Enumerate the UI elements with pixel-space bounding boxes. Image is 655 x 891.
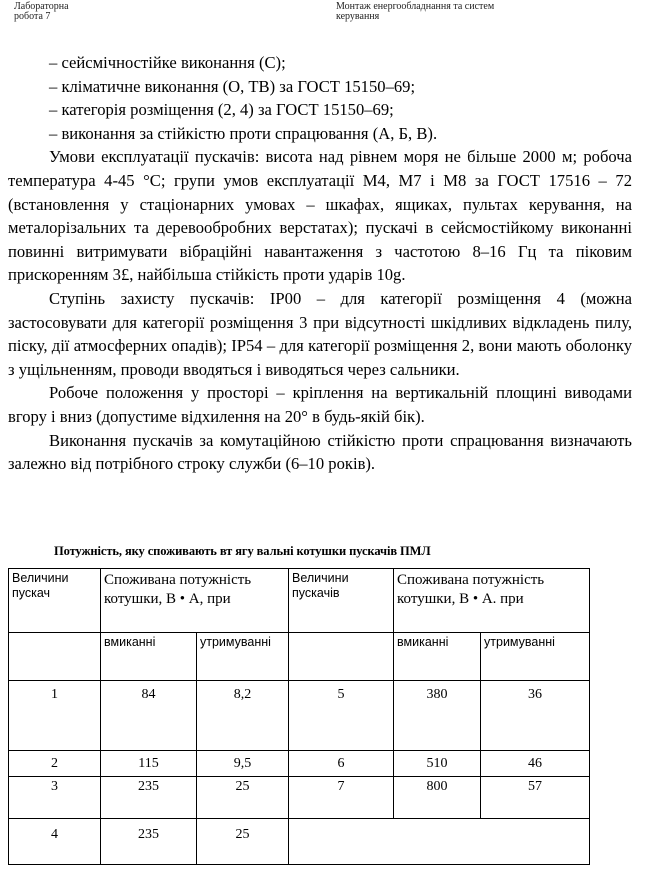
cell-hold-right: 36 bbox=[481, 681, 590, 751]
cell-on-right: 800 bbox=[394, 777, 481, 819]
header-right-line-2: керування bbox=[336, 11, 380, 22]
cell-on-left: 235 bbox=[101, 777, 197, 819]
subheader-on-right: вмиканні bbox=[394, 633, 481, 681]
cell-size-left: 4 bbox=[9, 819, 101, 865]
list-item: – сейсмічностійке виконання (С); bbox=[49, 53, 286, 72]
body-text bbox=[8, 51, 632, 476]
cell-on-left: 235 bbox=[101, 819, 197, 865]
header-right-line-1: Монтаж енергообладнання та систем bbox=[336, 1, 495, 12]
cell-size-left: 1 bbox=[9, 681, 101, 751]
list-item: – кліматичне виконання (О, ТВ) за ГОСТ 15150–69; bbox=[49, 76, 416, 96]
cell-on-right: 510 bbox=[394, 751, 481, 777]
cell-on-left: 84 bbox=[101, 681, 197, 751]
table-row bbox=[9, 681, 590, 751]
cell-size-right: 5 bbox=[289, 681, 394, 751]
table-header-row bbox=[9, 569, 590, 633]
paragraph-switching-durability: Виконання пускачів за комутаційною стійкістю проти спрацювання визначають залежно від потрібного строку служби (6–10 років). bbox=[8, 430, 632, 474]
cell-hold-left: 9,5 bbox=[197, 751, 289, 777]
page-header-left bbox=[14, 2, 69, 22]
subheader-on-left: вмиканні bbox=[101, 633, 197, 681]
spec-list bbox=[8, 51, 632, 145]
cell-size-right: 6 bbox=[289, 751, 394, 777]
cell-hold-left: 8,2 bbox=[197, 681, 289, 751]
cell-hold-right: 46 bbox=[481, 751, 590, 777]
table-row bbox=[9, 751, 590, 777]
header-power-right: Споживана потужність котушки, В • А. при bbox=[394, 569, 590, 633]
cell-size-left: 3 bbox=[9, 777, 101, 819]
list-item: – виконання за стійкістю проти спрацювання (А, Б, В). bbox=[49, 123, 438, 143]
subheader-hold-left: утримуванні bbox=[197, 633, 289, 681]
empty-cell bbox=[289, 819, 590, 865]
table-title: Потужність, яку споживають вт ягу вальні котушки пускачів ПМЛ bbox=[54, 544, 431, 558]
table-row bbox=[9, 777, 590, 819]
paragraph-protection-degree: Ступінь захисту пускачів: ІР00 – для категорії розміщення 4 (можна застосовувати для категорії розміщення 3 при відсутності шкідливих відкладень пилу, піску, дії атмосферних опадів); ІР54 – для категорії розміщення 2, вони мають оболонку з ущільненням, проводи вводяться і виводяться через сальники. bbox=[8, 288, 632, 379]
table-subheader-row bbox=[9, 633, 590, 681]
paragraph-working-position: Робоче положення у просторі – кріплення на вертикальній площині виводами вгору і вниз (допустиме відхилення на 20° в будь-якій бік). bbox=[8, 383, 632, 426]
cell-on-right: 380 bbox=[394, 681, 481, 751]
list-item: – категорія розміщення (2, 4) за ГОСТ 15150–69; bbox=[49, 100, 394, 120]
header-size-left: Величини пускач bbox=[9, 569, 101, 633]
cell-hold-left: 25 bbox=[197, 819, 289, 865]
cell-on-left: 115 bbox=[101, 751, 197, 777]
power-table bbox=[8, 568, 590, 865]
empty-cell bbox=[9, 633, 101, 681]
paragraph-operating-conditions: Умови експлуатації пускачів: висота над рівнем моря не більше 2000 м; робоча температура 4-45 °С; групи умов експлуатації М4, М7 і М8 за ГОСТ 17516 – 72 (встановлення у стаціонарних умовах – шкафах, ящиках, пультах керування, на металорізальних та деревообробних верстатах); пускачі в сейсмостійкому виконанні повинні витримувати вібраційні навантаження з частотою 8–16 Гц та піковим прискоренням 3£, найбільша стійкість проти ударів 10g. bbox=[8, 147, 632, 285]
table-row bbox=[9, 819, 590, 865]
subheader-hold-right: утримуванні bbox=[481, 633, 590, 681]
cell-hold-left: 25 bbox=[197, 777, 289, 819]
page-header-right bbox=[336, 2, 494, 22]
empty-cell bbox=[289, 633, 394, 681]
cell-hold-right: 57 bbox=[481, 777, 590, 819]
header-size-right: Величини пускачів bbox=[289, 569, 394, 633]
header-left-line-2: робота 7 bbox=[14, 11, 51, 22]
cell-size-left: 2 bbox=[9, 751, 101, 777]
cell-size-right: 7 bbox=[289, 777, 394, 819]
header-power-left: Споживана потужність котушки, В • А, при bbox=[101, 569, 289, 633]
header-left-line-1: Лабораторна bbox=[14, 1, 69, 12]
